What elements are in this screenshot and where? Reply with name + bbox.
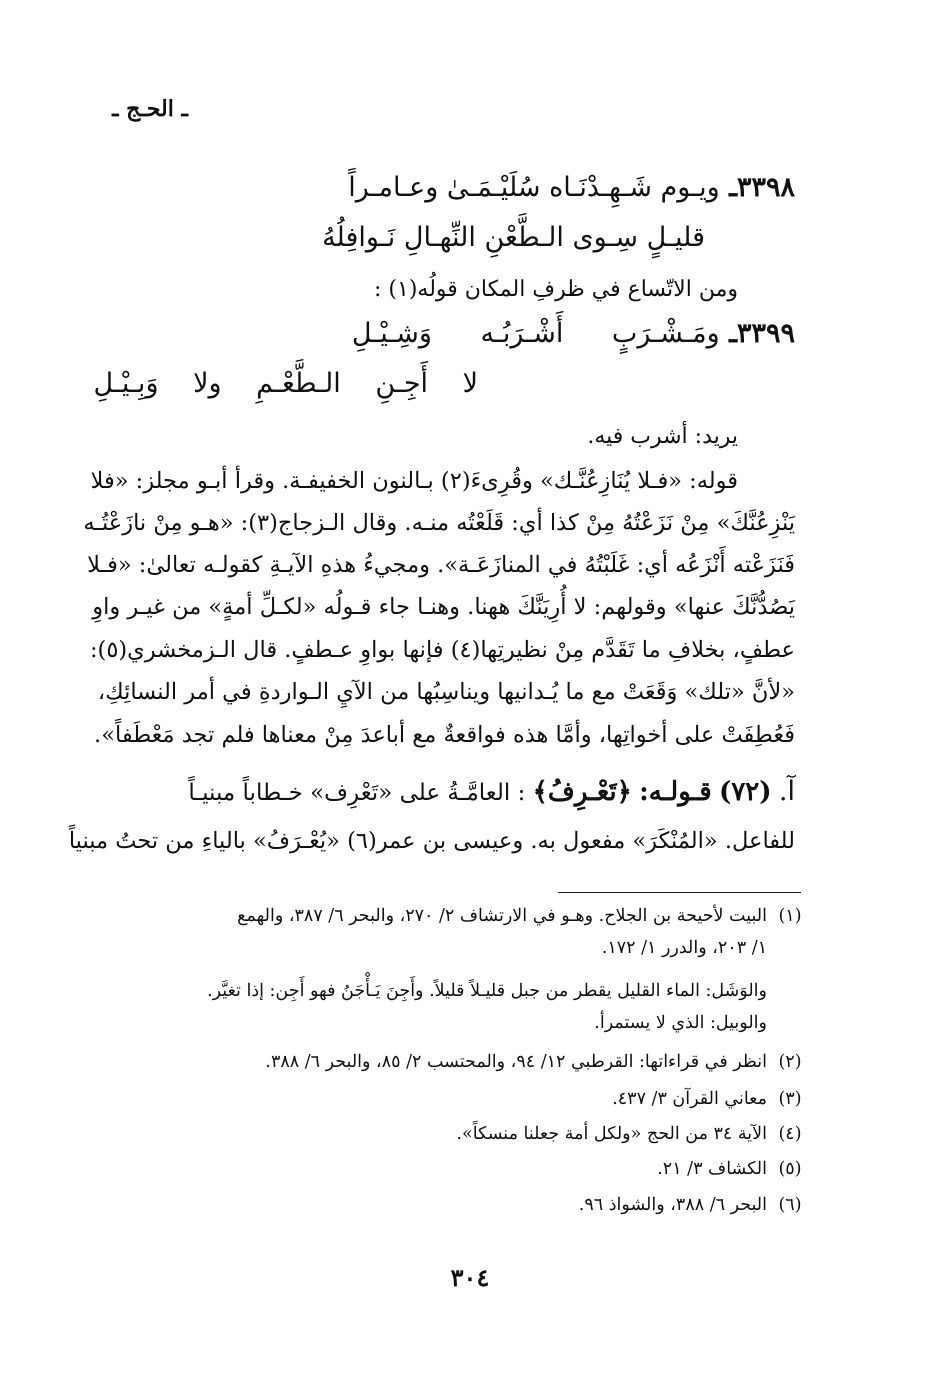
- footnote-6: [579, 1195, 813, 1215]
- footnote-1: [237, 906, 813, 926]
- footnote-text: البيت لأحيحة بن الجلاح. وهـو في الارتشاف ٢/ ٢٧٠، والبحر ٦/ ٣٨٧، والهمع: [237, 906, 767, 926]
- body-line: عطفٍ، بخلافِ ما تَقَدَّم مِنْ نظيرتِها(٤) فإنها بواوِ عـطفٍ. قال الـزمخشري(٥):: [89, 637, 795, 663]
- verse-hemistich-1: ومَـشْـرَبٍ أَشْـرَبُـه وَشِـيْـلِ: [351, 318, 720, 349]
- verse-hemistich-2: لا أَجِـنِ الـطَّعْـمِ ولا وَبِـيْـلِ: [93, 368, 478, 399]
- footnote-text: البحر ٦/ ٣٨٨، والشواذ ٩٦.: [578, 1195, 767, 1215]
- footnote-text: الكشاف ٣/ ٢١.: [657, 1159, 767, 1179]
- footnote-4: [456, 1124, 813, 1144]
- body-line: فَنَزَعْته أَنْزَعُه أي: غَلَبْتُهُ في المنازَعَـة». ومجيءُ هذهِ الآيـةِ كقولـه تعالىٰ: «فـلا: [87, 552, 795, 578]
- body-line: قوله: «فـلا يُنَازِعُنَّـك» وقُرِىءَ(٢) بـالنون الخفيفـة. وقرأ أبـو مجلز: «فلا: [90, 468, 738, 494]
- ayah-line-2: للفاعل. «المُنْكَرَ» مفعول به. وعيسى بن عمر(٦) «يُعْـرَفُ» بالياءِ من تحتُ مبنياً: [68, 828, 795, 854]
- verse-3398-line-1: [348, 172, 795, 203]
- footnote-separator: [558, 892, 801, 893]
- verse-3399-line-1: [352, 318, 795, 349]
- footnote-2: [265, 1052, 813, 1072]
- footnote-1-gloss-cont: والوبيل: الذي لا يستمرأ.: [594, 1013, 767, 1033]
- running-header: ـ الحـج ـ: [112, 96, 188, 122]
- footnote-3: [612, 1089, 813, 1109]
- explanation-line: يريد: أشرب فيه.: [587, 424, 738, 449]
- ayah-marker: آ.: [778, 776, 795, 807]
- body-line: يَصُدُّنَّكَ عنها» وقولهم: لا أُرِيَنَّكَ ههنا. وهنـا جاء قـولُه «لكـلِّ أمةٍ» من غيـر واوِ: [92, 594, 795, 620]
- body-line: «لأنَّ «تلك» وَقَعَتْ مع ما يُـدانيها ويناسِبُها من الآيِ الـواردةِ في أمر النسائِكِ،: [97, 679, 795, 705]
- ayah-qawluh: قـولـه:: [639, 777, 712, 807]
- body-line: يَنْزِعُنَّكَ» مِنْ نَزَعْتُهُ مِنْ كذا أي: قَلَعْتُه منـه. وقال الـزجاج(٣): «هـو مِنْ نازَعْتُـه: [83, 510, 795, 536]
- verse-hemistich-2: قليـلٍ سِـوى الـطَّعْنِ النِّهـالِ نَـوافِلُهُ: [322, 222, 705, 253]
- footnote-number: (٦): [778, 1195, 802, 1215]
- footnote-number: (٥): [778, 1159, 802, 1179]
- footnote-number: (٣): [778, 1089, 802, 1109]
- footnote-number: (٤): [778, 1124, 802, 1144]
- verse-hemistich-1: ويـوم شَـهِـدْنَـاه سُلَيْـمَـىٰ وعـامـراً: [348, 172, 720, 203]
- body-line: فَعُطِفَتْ على أخواتِها، وأمَّا هذه فواقعةٌ مع أباعدَ مِنْ معناها فلم تجد مَعْطَفاً».: [94, 722, 795, 748]
- verse-number: ٣٣٩٩ـ: [729, 318, 795, 349]
- intro-line: ومن الاتّساع في ظرفِ المكان قولُه(١) :: [373, 277, 738, 302]
- footnote-text: انظر في قراءاتها: القرطبي ١٢/ ٩٤، والمحتسب ٢/ ٨٥، والبحر ٦/ ٣٨٨.: [265, 1052, 767, 1072]
- footnote-5: [657, 1159, 813, 1179]
- ayah-verse-ref: (٧٢): [719, 777, 772, 807]
- ayah-line-1: [112, 776, 795, 807]
- footnote-number: (٢): [778, 1052, 802, 1072]
- footnote-number: (١): [778, 906, 802, 926]
- footnote-1-gloss: والوَشَل: الماء القليل يقطر من جبل قليـلاً قليلاً. وأَجِنَ يَـأْجَنُ فهو أَجِن: إذا تغيَّر.: [207, 981, 767, 1001]
- verse-number: ٣٣٩٨ـ: [729, 172, 795, 203]
- footnote-1-cont: ١/ ٢٠٣، والدرر ١/ ١٧٢.: [601, 938, 767, 958]
- ayah-word: ﴿تَعْـرِفُ﴾: [532, 777, 632, 807]
- footnote-text: معاني القرآن ٣/ ٤٣٧.: [612, 1089, 767, 1109]
- footnote-text: الآية ٣٤ من الحج «ولكل أمة جعلنا منسكاً».: [456, 1124, 767, 1144]
- page-number: ٣٠٤: [450, 1263, 490, 1292]
- ayah-rest: : العامَّـةُ على «تَعْرِف» خـطاباً مبنيـاً: [188, 780, 526, 806]
